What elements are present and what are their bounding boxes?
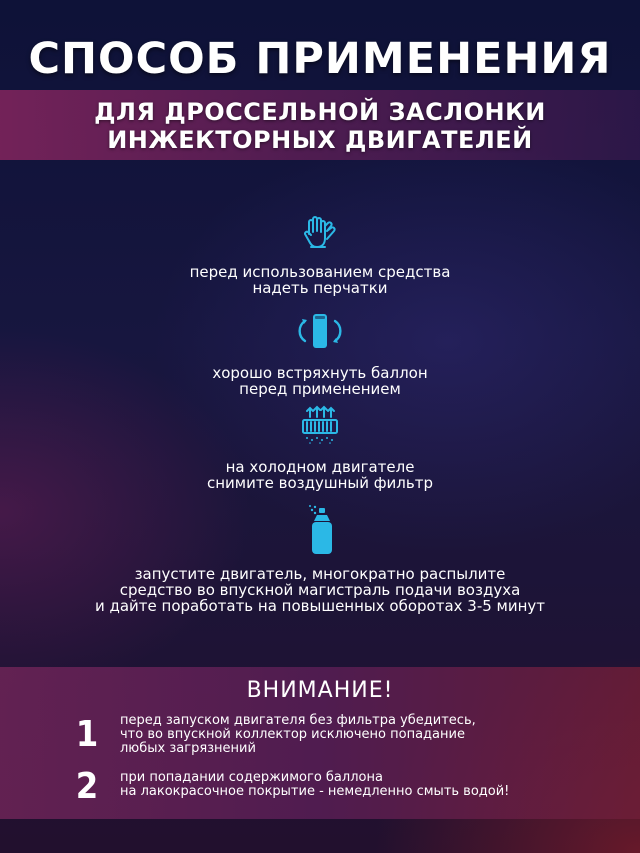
step-line: и дайте поработать на повышенных оборотах 3-5 минут xyxy=(94,597,546,615)
step-filter xyxy=(0,403,640,491)
note-line: на лакокрасочное покрытие - немедленно смыть водой! xyxy=(120,784,510,799)
step-line: средство во впускной магистраль подачи воздуха xyxy=(119,581,521,599)
spray-can-icon xyxy=(300,502,340,556)
step-line: хорошо встряхнуть баллон xyxy=(212,364,428,382)
note-line: при попадании содержимого баллона xyxy=(120,770,383,785)
step-spray xyxy=(0,502,640,614)
shake-can-icon xyxy=(292,311,348,351)
gloves-icon xyxy=(300,212,340,252)
note-line: любых загрязнений xyxy=(120,741,256,756)
air-filter-icon xyxy=(298,403,342,447)
step-line: перед использованием средства xyxy=(189,263,451,281)
page-subtitle xyxy=(0,98,640,154)
note-line: перед запуском двигателя без фильтра убедитесь, xyxy=(120,713,476,728)
step-line: надеть перчатки xyxy=(252,279,388,297)
note-number: 1 xyxy=(75,714,99,755)
note-number: 2 xyxy=(75,766,99,807)
step-gloves xyxy=(0,212,640,296)
note-line: что во впускной коллектор исключено попадание xyxy=(120,727,465,742)
step-shake xyxy=(0,311,640,397)
step-line: снимите воздушный фильтр xyxy=(207,474,433,492)
page-title: СПОСОБ ПРИМЕНЕНИЯ xyxy=(28,34,612,84)
step-line: перед применением xyxy=(239,380,401,398)
step-line: запустите двигатель, многократно распылите xyxy=(134,565,506,583)
subtitle-line: ДЛЯ ДРОССЕЛЬНОЙ ЗАСЛОНКИ xyxy=(94,98,546,126)
step-line: на холодном двигателе xyxy=(225,458,415,476)
subtitle-line: ИНЖЕКТОРНЫХ ДВИГАТЕЛЕЙ xyxy=(107,126,533,154)
attention-title: ВНИМАНИЕ! xyxy=(246,678,394,703)
